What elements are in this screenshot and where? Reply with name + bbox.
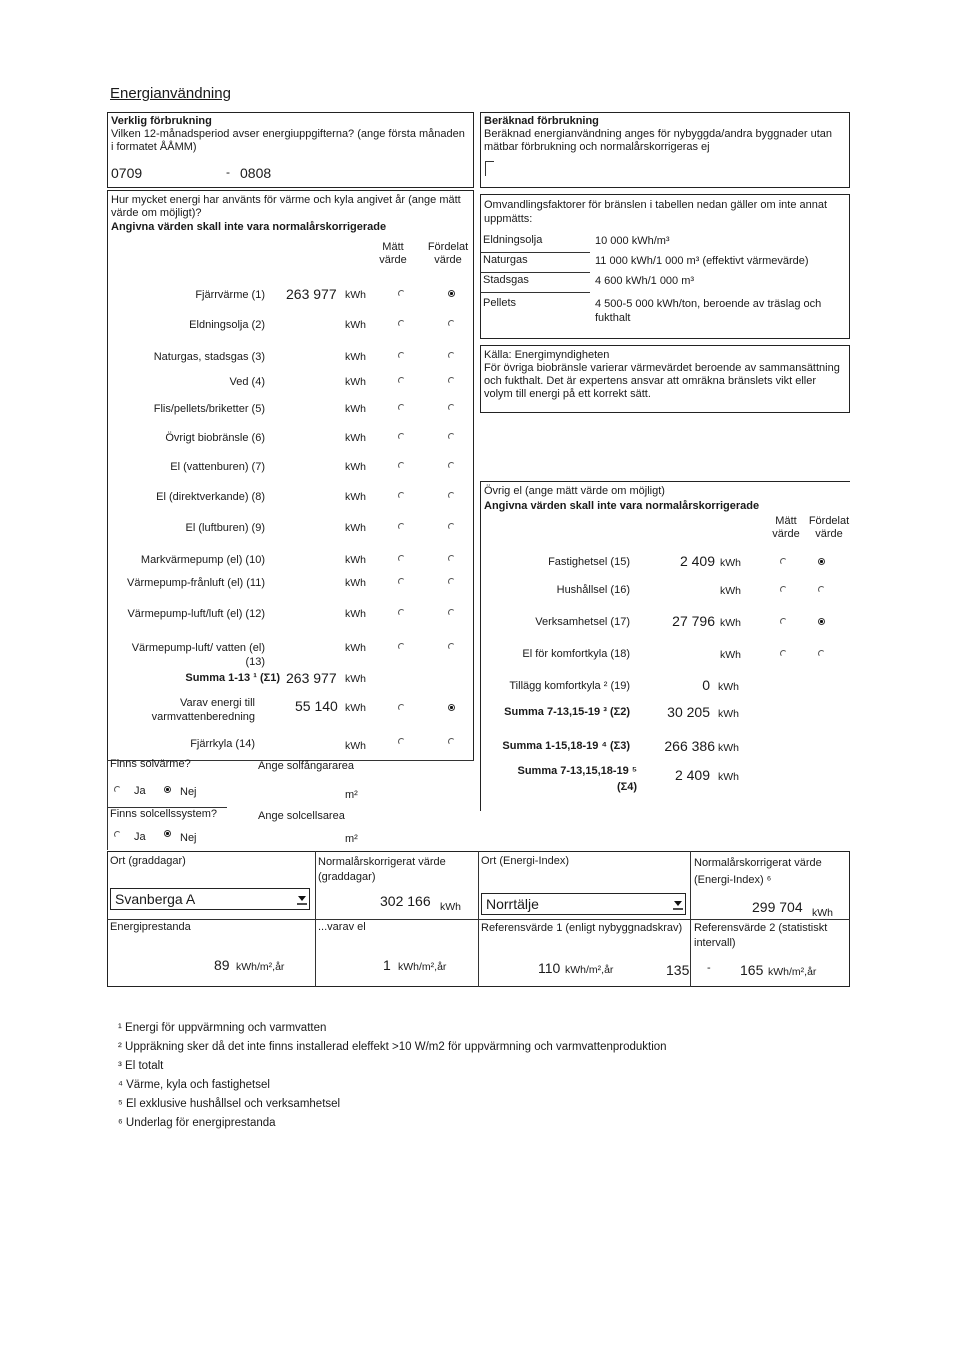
ort2-norm-value: 299 704: [752, 899, 803, 915]
solcell-question: Finns solcellssystem?: [110, 808, 217, 820]
ref1-value: 110: [538, 960, 561, 976]
ort-norm-value: 302 166: [380, 893, 431, 909]
footnote: ⁴ Värme, kyla och fastighetsel: [118, 1079, 270, 1091]
tillagg-label: Tillägg komfortkyla ² (19): [509, 680, 630, 692]
energiprestanda-unit: kWh/m²,år: [236, 961, 285, 973]
fjarrkyla-label: Fjärrkyla (14): [190, 738, 255, 750]
solcell-m2: m²: [345, 833, 358, 845]
summa4-value: 2 409: [674, 767, 710, 783]
ort-norm-label: Normalårskorrigerat värde (graddagar): [318, 856, 446, 883]
heat-row-label: Ved (4): [229, 376, 265, 388]
ref2-dash: -: [707, 962, 711, 974]
omv-divider: [480, 272, 590, 273]
footnote: ¹ Energi för uppvärmning och varmvatten: [118, 1022, 327, 1034]
omv-fuel: Eldningsolja: [483, 234, 543, 246]
footnote: ⁵ El exklusive hushållsel och verksamhetsel: [118, 1098, 341, 1110]
summa2-unit: kWh: [718, 708, 739, 720]
beraknad-heading: Beräknad förbrukning: [484, 115, 599, 127]
omv-factor: 10 000 kWh/m³: [595, 235, 670, 247]
ovrig-row-label: Fastighetsel (15): [548, 556, 630, 568]
ovrig-row-radio-fordelat[interactable]: [818, 586, 825, 593]
ort2-norm-unit: kWh: [812, 907, 833, 919]
omvandling-heading: Omvandlingsfaktorer för bränslen i tabellen nedan gäller om inte annat uppmätts:: [484, 199, 828, 225]
solcell-ja-label: Ja: [134, 831, 146, 843]
heat-row-radio-matt[interactable]: [398, 462, 405, 469]
heat-row-label: Markvärmepump (el) (10): [140, 554, 265, 566]
ovrig-row-radio-fordelat[interactable]: [818, 650, 825, 657]
varav-el-label: ...varav el: [318, 921, 366, 933]
heat-row-label: Övrigt biobränsle (6): [165, 432, 265, 444]
ovrig-col-matt: Mätt värde: [772, 515, 800, 540]
page-title: Energianvändning: [110, 85, 231, 102]
ovrig-row-unit: kWh: [720, 585, 741, 597]
beraknad-text: Beräknad energianvändning anges för nybyggda/andra byggnader utan mätbar förbrukning och normalårskorrigeras ej: [484, 128, 832, 153]
omv-fuel: Stadsgas: [483, 274, 529, 286]
ref2-to: 165: [740, 962, 764, 978]
summa1-value: 263 977: [286, 670, 337, 686]
heat-row-radio-matt[interactable]: [398, 609, 405, 616]
heat-row-radio-fordelat[interactable]: [448, 290, 455, 297]
heat-row-radio-matt[interactable]: [398, 492, 405, 499]
summa4-label: Summa 7-13,15,18-19 ⁵ (Σ4): [517, 765, 637, 793]
varav-el-unit: kWh/m²,år: [398, 961, 447, 973]
fjarrkyla-unit: kWh: [345, 740, 366, 752]
ort2-label: Ort (Energi-Index): [481, 855, 570, 867]
footnote: ² Uppräkning sker då det inte finns installerad eleffekt >10 W/m2 för uppvärmning och varmvattenproduktion: [118, 1041, 667, 1053]
heat-row-radio-matt[interactable]: [398, 352, 405, 359]
heat-row-radio-fordelat[interactable]: [448, 377, 455, 384]
ovrig-box: [480, 481, 850, 811]
ovrig-col-fordelat: Fördelat värde: [808, 515, 850, 540]
beraknad-field[interactable]: [485, 161, 494, 176]
ref1-label: Referensvärde 1 (enligt nybyggnadskrav): [481, 922, 683, 934]
ort-select[interactable]: [110, 888, 310, 910]
heat-note: Angivna värden skall inte vara normalårskorrigerade: [111, 221, 387, 233]
varav-radio-fordelat[interactable]: [448, 704, 455, 711]
period-from-field[interactable]: 0709: [111, 165, 143, 181]
beraknad-box: [480, 112, 850, 188]
chevron-down-icon: [673, 898, 683, 910]
heat-row-radio-matt[interactable]: [398, 290, 405, 297]
omv-divider: [480, 252, 590, 253]
solvarme-question: Finns solvärme?: [110, 758, 191, 770]
heat-row-label: El (direktverkande) (8): [156, 491, 265, 503]
heat-row-radio-matt[interactable]: [398, 643, 405, 650]
ovrig-row-radio-matt[interactable]: [780, 650, 787, 657]
heat-row-value[interactable]: 263 977: [286, 286, 337, 302]
verklig-heading: Verklig förbrukning: [111, 115, 212, 127]
summa3-value: 266 386: [664, 738, 715, 754]
ovrig-row-value[interactable]: 2 409: [679, 553, 715, 569]
omv-factor: 4 500-5 000 kWh/ton, beroende av träslag och fukthalt: [595, 298, 822, 324]
ovrig-row-radio-matt[interactable]: [780, 618, 787, 625]
heat-row-unit: kWh: [345, 522, 366, 534]
fjarrkyla-radio-fordelat[interactable]: [448, 738, 455, 745]
period-to-field[interactable]: 0808: [240, 165, 272, 181]
ovrig-row-unit: kWh: [720, 649, 741, 661]
heat-row-radio-fordelat[interactable]: [448, 523, 455, 530]
varav-value: 55 140: [295, 698, 338, 714]
heat-row-radio-matt[interactable]: [398, 433, 405, 440]
solvarme-nej-label: Nej: [180, 786, 197, 798]
footnote: ³ El totalt: [118, 1060, 164, 1072]
varav-unit: kWh: [345, 702, 366, 714]
heat-row-radio-matt[interactable]: [398, 320, 405, 327]
ort2-select-value: Norrtälje: [486, 896, 539, 912]
heat-row-unit: kWh: [345, 461, 366, 473]
heat-row-unit: kWh: [345, 289, 366, 301]
omv-fuel: Pellets: [483, 297, 517, 309]
kalla-label: Källa: Energimyndigheten: [484, 349, 610, 361]
omv-fuel: Naturgas: [483, 254, 528, 266]
omv-factor: 11 000 kWh/1 000 m³ (effektivt värmevärde): [595, 255, 809, 267]
heat-row-radio-fordelat[interactable]: [448, 404, 455, 411]
summa4-unit: kWh: [718, 771, 739, 783]
kalla-box: [480, 345, 850, 413]
heat-row-label: Värmepump-luft/ vatten (el) (13): [131, 642, 265, 668]
heat-row-label: Värmepump-luft/luft (el) (12): [127, 608, 265, 620]
heat-row-radio-matt[interactable]: [398, 377, 405, 384]
summa2-value: 30 205: [667, 704, 710, 720]
ref1-unit: kWh/m²,år: [565, 964, 614, 976]
omv-divider: [480, 292, 590, 293]
solcell-ja-radio[interactable]: [114, 831, 121, 838]
ovrig-note: Angivna värden skall inte vara normalårskorrigerade: [484, 500, 760, 512]
ovrig-row-label: Verksamhetsel (17): [535, 616, 630, 628]
heat-row-label: El (vattenburen) (7): [170, 461, 265, 473]
heat-row-radio-fordelat[interactable]: [448, 320, 455, 327]
heat-row-unit: kWh: [345, 432, 366, 444]
ovrig-row-label: El för komfortkyla (18): [522, 648, 630, 660]
ovrig-row-unit: kWh: [720, 617, 741, 629]
tillagg-value: 0: [702, 677, 710, 693]
solcell-nej-label: Nej: [180, 832, 197, 844]
heat-row-radio-fordelat[interactable]: [448, 578, 455, 585]
fjarrkyla-radio-matt[interactable]: [398, 738, 405, 745]
ort-label: Ort (graddagar): [110, 855, 186, 867]
verklig-question: Vilken 12-månadsperiod avser energiuppgifterna? (ange första månaden i formatet ÅÅMM): [111, 128, 465, 153]
heat-row-unit: kWh: [345, 577, 366, 589]
heat-row-label: Naturgas, stadsgas (3): [153, 351, 265, 363]
ovrig-row-label: Hushållsel (16): [556, 584, 630, 596]
ref2-unit: kWh/m²,år: [768, 966, 817, 978]
heat-row-unit: kWh: [345, 403, 366, 415]
heat-row-radio-matt[interactable]: [398, 578, 405, 585]
ref2-label: Referensvärde 2 (statistiskt intervall): [694, 922, 828, 949]
heat-row-label: Fjärrvärme (1): [195, 289, 265, 301]
chevron-down-icon: [297, 893, 307, 905]
footnote: ⁶ Underlag för energiprestanda: [118, 1117, 276, 1129]
solvarme-ja-label: Ja: [134, 785, 146, 797]
solvarme-area-label: Ange solfångararea: [258, 760, 355, 772]
heat-row-unit: kWh: [345, 491, 366, 503]
summa1-label: Summa 1-13 ¹ (Σ1): [185, 672, 280, 684]
tillagg-unit: kWh: [718, 681, 739, 693]
solvarme-nej-radio[interactable]: [164, 786, 171, 793]
ovrig-row-radio-matt[interactable]: [780, 586, 787, 593]
kalla-text: För övriga biobränsle varierar värmevärdet beroende av sammansättning och fukthalt. Det är expertens ansvar att omräkna bränslets vikt eller volym till energi på ett korrekt sätt.: [484, 362, 840, 400]
energiprestanda-label: Energiprestanda: [110, 921, 191, 933]
heat-row-radio-matt[interactable]: [398, 523, 405, 530]
heat-row-unit: kWh: [345, 608, 366, 620]
ovrig-row-radio-fordelat[interactable]: [818, 618, 825, 625]
heat-row-label: Värmepump-frånluft (el) (11): [127, 577, 265, 589]
heat-row-radio-fordelat[interactable]: [448, 492, 455, 499]
period-dash: -: [226, 165, 230, 179]
ovrig-row-unit: kWh: [720, 557, 741, 569]
heat-row-radio-fordelat[interactable]: [448, 643, 455, 650]
summa3-label: Summa 1-15,18-19 ⁴ (Σ3): [502, 740, 630, 752]
summa3-unit: kWh: [718, 742, 739, 754]
heat-row-label: Flis/pellets/briketter (5): [153, 403, 265, 415]
ort-select-value: Svanberga A: [115, 891, 196, 907]
heat-row-radio-matt[interactable]: [398, 555, 405, 562]
varav-label: Varav energi till varmvattenberedning: [151, 697, 255, 723]
heat-question: Hur mycket energi har använts för värme och kyla angivet år (ange mätt värde om möjligt)?: [111, 194, 461, 219]
ort-norm-unit: kWh: [440, 901, 461, 913]
summa2-label: Summa 7-13,15-19 ³ (Σ2): [504, 706, 630, 718]
ort2-norm-label: Normalårskorrigerat värde (Energi-Index) ⁶: [694, 857, 822, 886]
ovrig-row-radio-matt[interactable]: [780, 558, 787, 565]
heat-row-radio-fordelat[interactable]: [448, 352, 455, 359]
varav-radio-matt[interactable]: [398, 704, 405, 711]
heat-col-fordelat: Fördelat värde: [427, 241, 469, 266]
omv-factor: 4 600 kWh/1 000 m³: [595, 275, 695, 287]
solvarme-ja-radio[interactable]: [114, 786, 121, 793]
ovrig-row-radio-fordelat[interactable]: [818, 558, 825, 565]
ort2-select[interactable]: [481, 893, 686, 915]
heat-row-label: El (luftburen) (9): [185, 522, 265, 534]
heat-col-matt: Mätt värde: [379, 241, 407, 266]
heat-row-radio-fordelat[interactable]: [448, 462, 455, 469]
heat-row-unit: kWh: [345, 554, 366, 566]
heat-row-unit: kWh: [345, 376, 366, 388]
solvarme-m2: m²: [345, 789, 358, 801]
heat-row-label: Eldningsolja (2): [189, 319, 265, 331]
summa1-unit: kWh: [345, 673, 366, 685]
heat-row-unit: kWh: [345, 642, 366, 654]
solcell-nej-radio[interactable]: [164, 830, 171, 837]
varav-el-value: 1: [383, 957, 391, 973]
ovrig-row-value[interactable]: 27 796: [672, 613, 715, 629]
solcell-area-label: Ange solcellsarea: [258, 810, 345, 822]
heat-row-radio-fordelat[interactable]: [448, 433, 455, 440]
verklig-box: [107, 112, 474, 188]
heat-row-radio-fordelat[interactable]: [448, 609, 455, 616]
ref2-from: 135: [666, 962, 690, 978]
heat-row-unit: kWh: [345, 319, 366, 331]
energiprestanda-value: 89: [214, 957, 230, 973]
heat-row-unit: kWh: [345, 351, 366, 363]
heat-row-radio-matt[interactable]: [398, 404, 405, 411]
ovrig-heading: Övrig el (ange mätt värde om möjligt): [484, 485, 665, 497]
heat-row-radio-fordelat[interactable]: [448, 555, 455, 562]
